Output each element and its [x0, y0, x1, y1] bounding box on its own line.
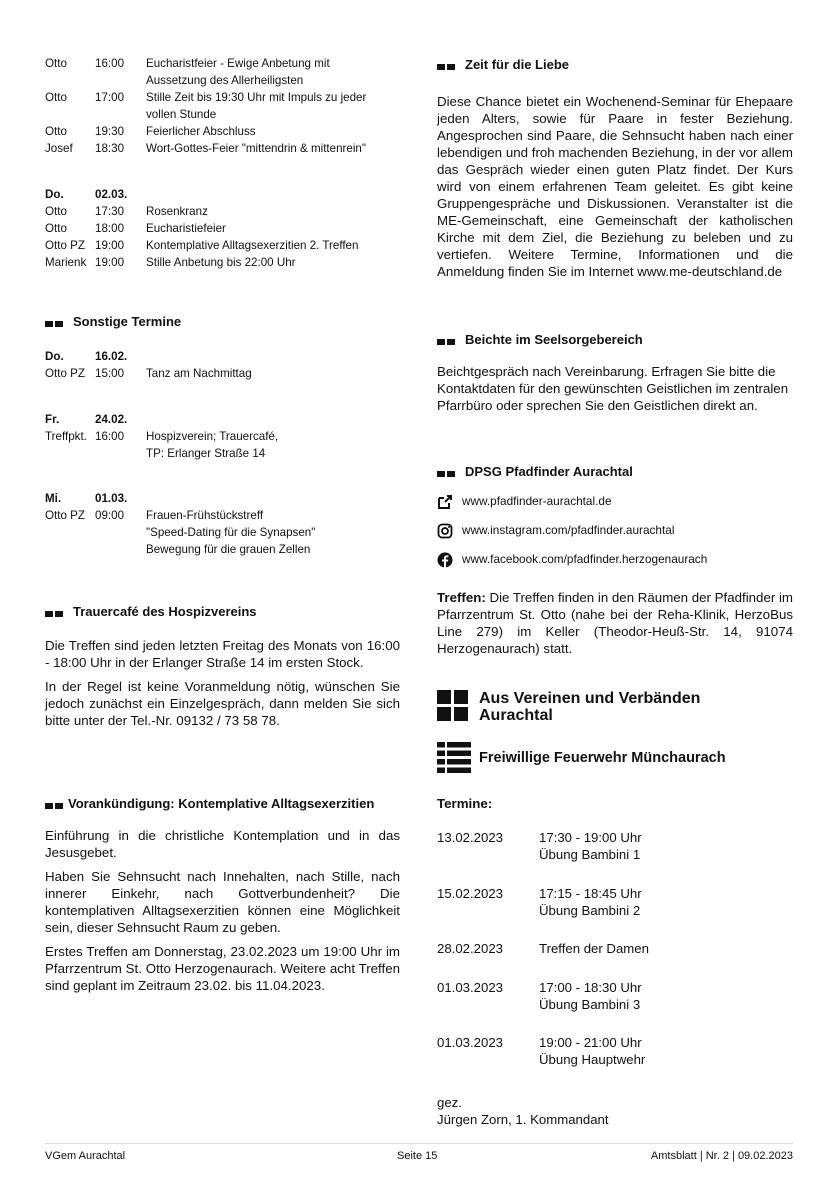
schedule-event: Rosenkranz [146, 205, 208, 218]
schedule-row [45, 541, 400, 558]
termin-date: 13.02.2023 [437, 830, 504, 845]
paragraph: Beichtgespräch nach Vereinbarung. Erfragen Sie bitte die Kontaktdaten für den gewünschten Geistlichen im zentralen Pfarrbüro oder sprechen Sie den Geistlichen direkt an. [437, 364, 789, 413]
schedule-place: Treffpkt. [45, 430, 87, 443]
termin-date: 01.03.2023 [437, 980, 504, 995]
schedule-time: 16:00 [95, 57, 125, 70]
paragraph: Haben Sie Sehnsucht nach Innehalten, nach Stille, nach innerer Einkehr, nach Gottverbundenheit? Die kontemplativen Alltagsexerzitien können eine Möglichkeit sein, dieser Sehnsucht Raum zu geben. [45, 869, 400, 935]
schedule-day-header [45, 411, 400, 428]
facebook-icon [437, 552, 453, 568]
instagram-icon [437, 523, 453, 539]
double-square-icon [45, 605, 65, 620]
schedule-day-header [45, 348, 400, 365]
termin-time: 17:30 - 19:00 Uhr [539, 830, 642, 845]
schedule-time: 19:00 [95, 239, 125, 252]
termin-time: Treffen der Damen [539, 941, 649, 956]
schedule-event: Kontemplative Alltagsexerzitien 2. Treffen [146, 239, 359, 252]
schedule-event: Wort-Gottes-Feier "mittendrin & mittenrein" [146, 142, 366, 155]
schedule-place: Otto [45, 57, 67, 70]
schedule-date: 02.03. [95, 188, 128, 201]
schedule-day: Do. [45, 350, 64, 363]
schedule-place: Otto PZ [45, 509, 85, 522]
termin-description: Übung Hauptwehr [539, 1052, 646, 1067]
footer-divider [45, 1143, 793, 1144]
paragraph: Die Treffen sind jeden letzten Freitag des Monats von 16:00 - 18:00 Uhr in der Erlanger Straße 14 im ersten Stock. [45, 638, 400, 670]
section-heading-beichte: Beichte im Seelsorgebereich [437, 332, 643, 348]
schedule-row [45, 428, 400, 445]
schedule-place: Otto [45, 205, 67, 218]
external-link-icon [437, 494, 453, 510]
termin-description: Übung Bambini 3 [539, 997, 641, 1012]
double-square-icon [45, 797, 65, 812]
footer-right: Amtsblatt | Nr. 2 | 09.02.2023 [650, 1150, 793, 1162]
termin-time: 17:15 - 18:45 Uhr [539, 886, 642, 901]
schedule-row [45, 123, 400, 140]
schedule-row [45, 89, 400, 106]
schedule-row [45, 445, 400, 462]
schedule-row [45, 254, 400, 271]
termin-date: 15.02.2023 [437, 886, 504, 901]
schedule-event: Bewegung für die grauen Zellen [146, 543, 311, 556]
signature-name: Jürgen Zorn, 1. Kommandant [437, 1112, 609, 1127]
schedule-event: Tanz am Nachmittag [146, 367, 252, 380]
footer-left: VGem Aurachtal [45, 1150, 126, 1162]
schedule-row [45, 203, 400, 220]
double-square-icon [437, 58, 457, 73]
schedule-row [45, 507, 400, 524]
double-square-icon [45, 315, 65, 330]
double-square-icon [437, 465, 457, 480]
schedule-time: 09:00 [95, 509, 125, 522]
section-heading-vorankuendigung: Vorankündigung: Kontemplative Alltagsexerzitien [45, 796, 374, 812]
schedule-place: Otto [45, 125, 67, 138]
schedule-day: Mi. [45, 492, 62, 505]
schedule-event: Frauen-Frühstückstreff [146, 509, 264, 522]
schedule-event: Eucharistiefeier [146, 222, 226, 235]
schedule-event: vollen Stunde [146, 108, 217, 121]
vorankuendigung-text [45, 827, 400, 1001]
four-squares-icon [437, 690, 469, 722]
schedule-row [45, 55, 400, 72]
termin-time: 17:00 - 18:30 Uhr [539, 980, 642, 995]
double-square-icon [437, 333, 457, 348]
footer-page-number: Seite 15 [397, 1150, 438, 1162]
section-heading-trauercafe: Trauercafé des Hospizvereins [45, 604, 257, 620]
schedule-time: 18:30 [95, 142, 125, 155]
schedule-day: Fr. [45, 413, 60, 426]
paragraph: In der Regel ist keine Voranmeldung nötig, wünschen Sie jedoch zunächst ein Einzelgespräch, dann melden Sie sich bitte unter der Tel.-Nr. 09132 / 73 58 78. [45, 679, 400, 728]
schedule-event: Stille Anbetung bis 22:00 Uhr [146, 256, 296, 269]
schedule-place: Josef [45, 142, 73, 155]
termin-date: 01.03.2023 [437, 1035, 504, 1050]
termin-description: Übung Bambini 1 [539, 847, 641, 862]
schedule-event: TP: Erlanger Straße 14 [146, 447, 266, 460]
schedule-place: Otto PZ [45, 367, 85, 380]
schedule-place: Otto [45, 91, 67, 104]
beichte-text [437, 363, 793, 421]
schedule-row [45, 237, 400, 254]
paragraph: Diese Chance bietet ein Wochenend-Seminar für Ehepaare jeden Alters, sowie für Paare in fester Beziehung. Angesprochen sind Paare, die Sehnsucht haben nach einer lebendigen und froh machenden Beziehung, in der vor allem das Gespräch wieder einen guten Platz findet. Der Kurs wird von einem erfahrenen Team geleitet. Es gibt keine Gruppengespräche und Diskussionen. Veranstalter ist die ME-Gemeinschaft, eine Gemeinschaft der katholischen Kirche mit dem Ziel, die Beziehung zu beleben und zu vertiefen. Weitere Termine, Informationen und die Anmeldung finden Sie im Internet www.me-deutschland.de [437, 94, 793, 279]
schedule-event: Hospizverein; Trauercafé, [146, 430, 279, 443]
signature-gez: gez. [437, 1095, 462, 1110]
section-heading-vereine: Aus Vereinen und Verbänden Aurachtal [479, 690, 701, 724]
schedule-day-header [45, 490, 400, 507]
termine-label: Termine: [437, 796, 493, 811]
trauercafe-text [45, 637, 400, 736]
paragraph: Einführung in die christliche Kontemplation und in das Jesusgebet. [45, 828, 400, 860]
termin-time: 19:00 - 21:00 Uhr [539, 1035, 642, 1050]
schedule-event: Aussetzung des Allerheiligsten [146, 74, 304, 87]
schedule-row [45, 140, 400, 157]
schedule-time: 16:00 [95, 430, 125, 443]
schedule-time: 19:30 [95, 125, 125, 138]
section-heading-liebe: Zeit für die Liebe [437, 57, 569, 73]
schedule-row [45, 72, 400, 89]
schedule-event: Stille Zeit bis 19:30 Uhr mit Impuls zu jeder [146, 91, 367, 104]
list-icon [437, 742, 471, 774]
schedule-row [45, 220, 400, 237]
schedule-row [45, 365, 400, 382]
treffen-text: Die Treffen finden in den Räumen der Pfadfinder im Pfarrzentrum St. Otto (nahe bei der Reha-Klinik, HerzoBus Line 279) im Keller (Theodor-Heuß-Str. 14, 91074 Herzogenaurach) statt. [437, 590, 794, 656]
schedule-day: Do. [45, 188, 64, 201]
schedule-time: 18:00 [95, 222, 125, 235]
dpsg-treffen-text [437, 589, 793, 664]
dpsg-link-website[interactable]: www.pfadfinder-aurachtal.de [437, 494, 612, 510]
schedule-time: 17:00 [95, 91, 125, 104]
schedule-time: 15:00 [95, 367, 125, 380]
liebe-text [437, 93, 793, 287]
treffen-label: Treffen: [437, 590, 486, 605]
schedule-time: 17:30 [95, 205, 125, 218]
section-heading-sonstige: Sonstige Termine [45, 314, 181, 330]
dpsg-link-instagram[interactable]: www.instagram.com/pfadfinder.aurachtal [437, 523, 674, 539]
schedule-date: 16.02. [95, 350, 128, 363]
schedule-place: Otto PZ [45, 239, 85, 252]
schedule-place: Otto [45, 222, 67, 235]
section-heading-dpsg: DPSG Pfadfinder Aurachtal [437, 464, 633, 480]
schedule-time: 19:00 [95, 256, 125, 269]
schedule-row [45, 106, 400, 123]
schedule-event: "Speed-Dating für die Synapsen" [146, 526, 316, 539]
termin-date: 28.02.2023 [437, 941, 504, 956]
dpsg-link-facebook[interactable]: www.facebook.com/pfadfinder.herzogenaurach [437, 552, 707, 568]
schedule-row [45, 524, 400, 541]
termin-description: Übung Bambini 2 [539, 903, 641, 918]
schedule-date: 24.02. [95, 413, 128, 426]
schedule-place: Marienk [45, 256, 87, 269]
subsection-heading-feuerwehr: Freiwillige Feuerwehr Münchaurach [479, 750, 726, 766]
schedule-event: Feierlicher Abschluss [146, 125, 256, 138]
schedule-date: 01.03. [95, 492, 128, 505]
paragraph: Erstes Treffen am Donnerstag, 23.02.2023 um 19:00 Uhr im Pfarrzentrum St. Otto Herzogenaurach. Weitere acht Treffen sind geplant im Zeitraum 23.02. bis 11.04.2023. [45, 944, 400, 993]
schedule-event: Eucharistfeier - Ewige Anbetung mit [146, 57, 330, 70]
schedule-day-header [45, 186, 400, 203]
